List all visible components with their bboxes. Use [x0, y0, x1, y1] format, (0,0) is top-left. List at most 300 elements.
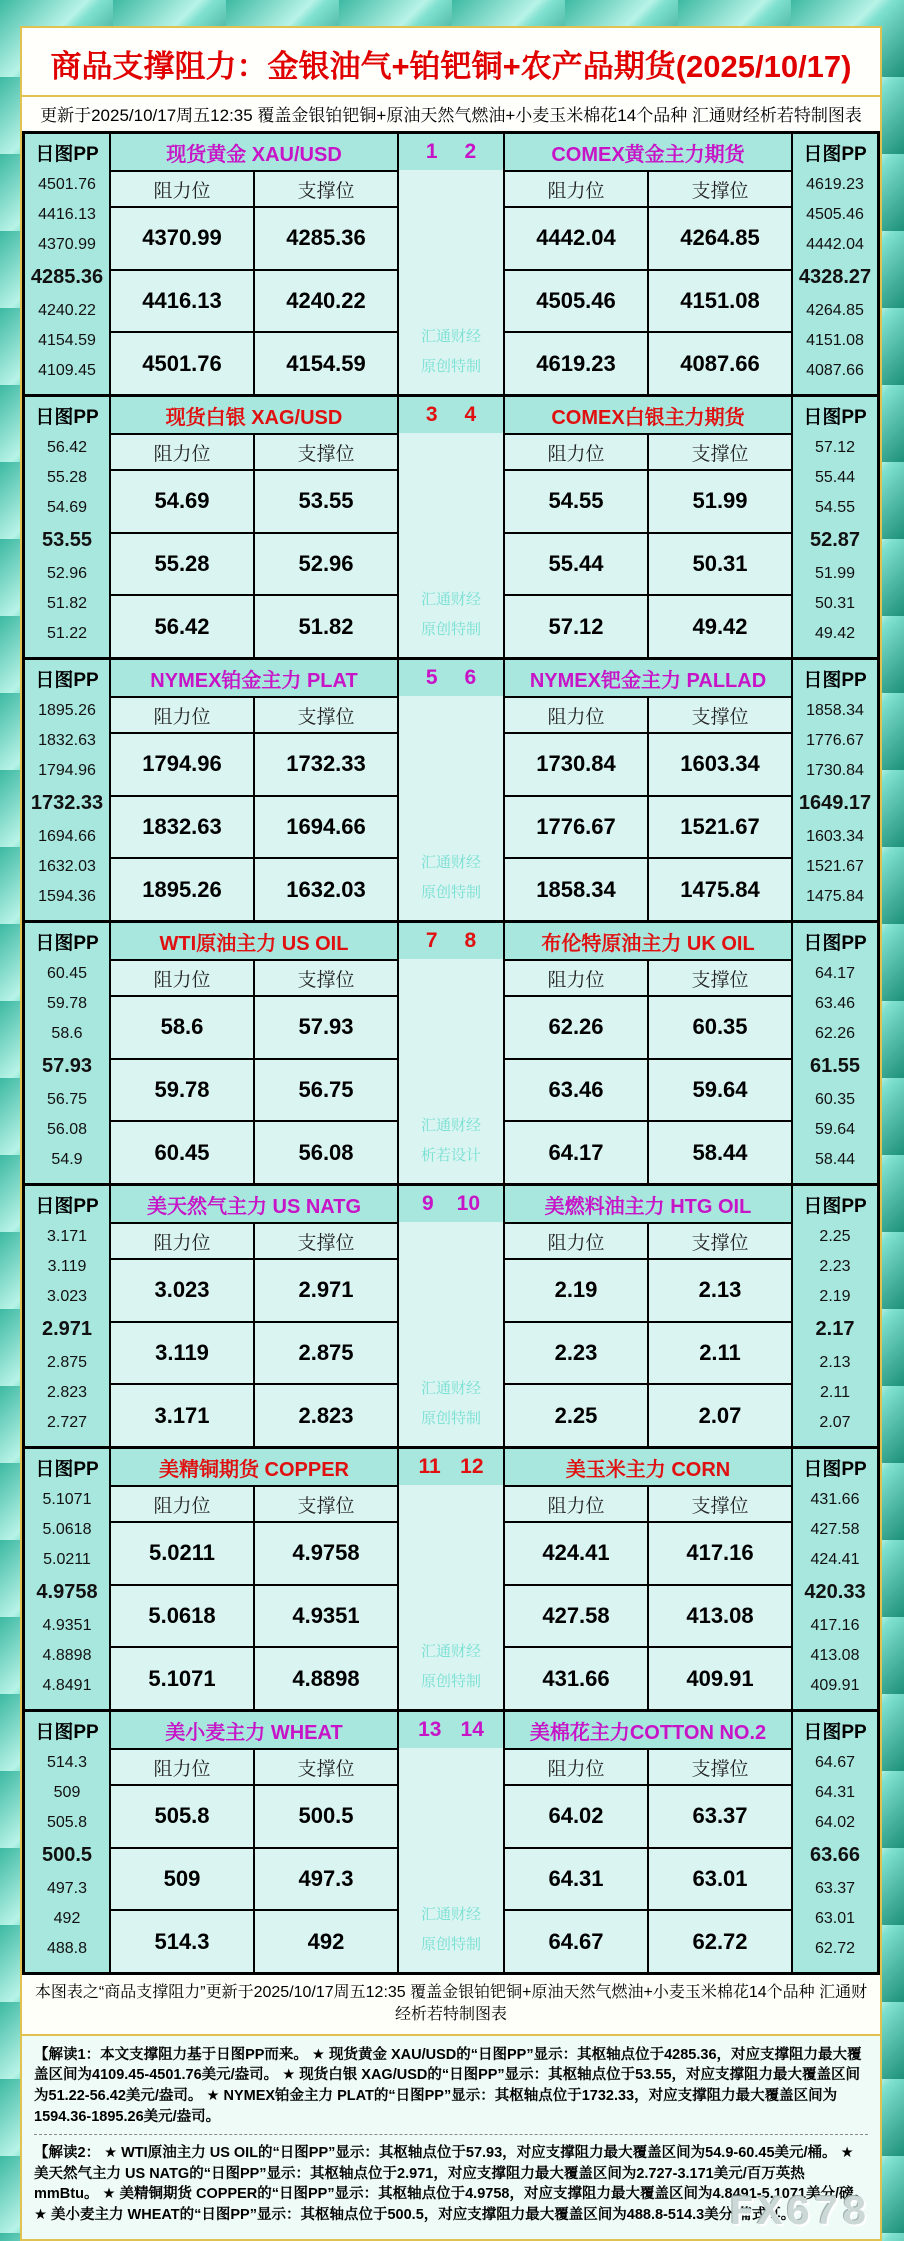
- pp-value: 4505.46: [806, 206, 864, 224]
- left-table: [109, 1186, 399, 1446]
- pp-header: 日图PP: [803, 143, 867, 165]
- resistance-support-row: [111, 208, 397, 269]
- pp-values: [25, 696, 109, 920]
- level-value: 64.31: [505, 1849, 647, 1910]
- left-subheader: [111, 1224, 397, 1260]
- resistance-header: 阻力位: [111, 961, 253, 995]
- pp-value: 50.31: [814, 594, 856, 612]
- resistance-support-row: [505, 734, 791, 795]
- watermark-line: 汇通财经: [420, 1380, 481, 1397]
- pp-value: 55.44: [814, 469, 856, 487]
- middle-column: [399, 397, 503, 657]
- pp-value: 61.55: [809, 1055, 861, 1078]
- resistance-header: 阻力位: [111, 698, 253, 732]
- pp-value: 1895.26: [38, 702, 96, 720]
- support-header: 支撑位: [647, 1487, 791, 1521]
- pp-value: 54.9: [51, 1150, 83, 1168]
- resistance-support-row: [111, 857, 397, 920]
- resistance-support-row: [505, 594, 791, 657]
- block-number: 10: [456, 1192, 481, 1215]
- resistance-support-row: [505, 795, 791, 858]
- level-value: 62.26: [505, 997, 647, 1058]
- level-value: 63.37: [647, 1786, 791, 1847]
- pp-value: 3.023: [46, 1288, 88, 1306]
- resistance-support-row: [505, 1584, 791, 1647]
- level-value: 4.8898: [253, 1648, 397, 1709]
- left-commodity-name: NYMEX铂金主力 PLAT: [111, 660, 397, 698]
- commodity-block: [25, 920, 877, 1183]
- middle-column: [399, 134, 503, 394]
- block-number: 11: [418, 1455, 441, 1478]
- pp-column-left: [25, 397, 109, 657]
- pp-value: 60.45: [46, 965, 88, 983]
- middle-column: [399, 660, 503, 920]
- pp-column-right: [793, 1449, 877, 1709]
- pp-column-left: [25, 1712, 109, 1972]
- block-numbers: [399, 397, 503, 433]
- level-value: 60.35: [647, 997, 791, 1058]
- level-value: 2.13: [647, 1260, 791, 1321]
- pp-value: 4416.13: [38, 206, 96, 224]
- level-value: 55.28: [111, 534, 253, 595]
- pp-value: 51.99: [814, 564, 856, 582]
- pp-header: 日图PP: [803, 1721, 867, 1743]
- level-value: 3.119: [111, 1323, 253, 1384]
- level-value: 413.08: [647, 1586, 791, 1647]
- pp-value: 64.31: [814, 1784, 856, 1802]
- pp-header: 日图PP: [35, 932, 99, 954]
- resistance-support-row: [505, 1909, 791, 1972]
- watermark-line: 汇通财经: [420, 854, 481, 871]
- pp-column-left: [25, 660, 109, 920]
- resistance-header: 阻力位: [111, 1224, 253, 1258]
- right-commodity-name: NYMEX钯金主力 PALLAD: [505, 660, 791, 698]
- resistance-header: 阻力位: [111, 1750, 253, 1784]
- level-value: 1832.63: [111, 797, 253, 858]
- level-value: 1475.84: [647, 859, 791, 920]
- level-value: 1730.84: [505, 734, 647, 795]
- middle-column: [399, 1186, 503, 1446]
- level-value: 1521.67: [647, 797, 791, 858]
- left-commodity-name: 美小麦主力 WHEAT: [111, 1712, 397, 1750]
- level-value: 4.9758: [253, 1523, 397, 1584]
- pp-value: 2.19: [819, 1288, 851, 1306]
- left-table: [109, 134, 399, 394]
- pp-column-left: [25, 134, 109, 394]
- pp-column-left: [25, 1449, 109, 1709]
- note-2: 【解读2： ★ WTI原油主力 US OIL的“日图PP”显示：其枢轴点位于57.93，对应支撑阻力最大覆盖区间为54.9-60.45美元/桶。 ★ 美天然气主力 US NATG的“日图PP”显示：其枢轴点位于2.971，对应支撑阻力最大覆盖区间为2.727-3.171美元/百万英热mmBtu。 ★ 美精铜期货 COPPER的“日图PP”显示：其枢轴点位于4.9758，对应支撑阻力最大覆盖区间为4.8491-5.1071美分/磅。 ★ 美小麦主力 WHEAT的“日图PP”显示：其枢轴点位于500.5，对应支撑阻力最大覆盖区间为488.8-514.3美分/蒲式耳。: [34, 2134, 868, 2225]
- right-table: [503, 1186, 793, 1446]
- block-number: 7: [425, 929, 438, 952]
- resistance-support-row: [111, 997, 397, 1058]
- level-value: 1794.96: [111, 734, 253, 795]
- left-table: [109, 923, 399, 1183]
- page-title: 商品支撑阻力：金银油气+铂钯铜+农产品期货(2025/10/17): [22, 28, 880, 97]
- level-value: 4087.66: [647, 333, 791, 394]
- right-commodity-name: COMEX黄金主力期货: [505, 134, 791, 172]
- resistance-support-row: [111, 1120, 397, 1183]
- pp-value: 2.07: [819, 1413, 851, 1431]
- level-value: 62.72: [647, 1911, 791, 1972]
- resistance-header: 阻力位: [505, 1224, 647, 1258]
- level-value: 63.46: [505, 1060, 647, 1121]
- pp-value: 62.26: [814, 1025, 856, 1043]
- pp-value: 60.35: [814, 1090, 856, 1108]
- pp-values: [25, 433, 109, 657]
- pp-value: 1475.84: [806, 887, 864, 905]
- pp-value: 492: [53, 1909, 81, 1927]
- left-commodity-name: 美天然气主力 US NATG: [111, 1186, 397, 1224]
- pp-values: [793, 170, 877, 394]
- pp-value: 4501.76: [38, 176, 96, 194]
- support-header: 支撑位: [647, 435, 791, 469]
- middle-spacer: [399, 1222, 503, 1374]
- left-subheader: [111, 172, 397, 208]
- level-value: 2.823: [253, 1385, 397, 1446]
- right-subheader: [505, 1750, 791, 1786]
- pp-value: 58.6: [51, 1025, 83, 1043]
- right-subheader: [505, 1224, 791, 1260]
- commodity-block: [25, 1446, 877, 1709]
- pp-header: 日图PP: [803, 669, 867, 691]
- pp-value: 51.82: [46, 594, 88, 612]
- pp-value: 2.17: [815, 1318, 855, 1341]
- pp-header: 日图PP: [35, 406, 99, 428]
- pp-value: 1521.67: [806, 857, 864, 875]
- pp-value: 49.42: [814, 624, 856, 642]
- level-value: 54.69: [111, 471, 253, 532]
- watermark-line: 原创特制: [420, 1410, 481, 1427]
- level-value: 4501.76: [111, 333, 253, 394]
- watermark-line: 汇通财经: [420, 1117, 481, 1134]
- pp-value: 54.55: [814, 499, 856, 517]
- level-value: 497.3: [253, 1849, 397, 1910]
- level-value: 53.55: [253, 471, 397, 532]
- pp-value: 1594.36: [38, 887, 96, 905]
- resistance-support-row: [505, 269, 791, 332]
- pp-value: 56.42: [46, 439, 88, 457]
- pp-value: 57.93: [41, 1055, 93, 1078]
- support-header: 支撑位: [253, 1750, 397, 1784]
- resistance-support-row: [111, 594, 397, 657]
- pp-value: 427.58: [810, 1521, 860, 1539]
- support-header: 支撑位: [253, 1487, 397, 1521]
- resistance-support-row: [505, 857, 791, 920]
- resistance-header: 阻力位: [111, 435, 253, 469]
- pp-value: 514.3: [46, 1754, 88, 1772]
- level-value: 409.91: [647, 1648, 791, 1709]
- level-value: 3.171: [111, 1385, 253, 1446]
- resistance-header: 阻力位: [505, 1487, 647, 1521]
- level-value: 2.971: [253, 1260, 397, 1321]
- left-subheader: [111, 1750, 397, 1786]
- left-subheader: [111, 961, 397, 997]
- level-value: 56.42: [111, 596, 253, 657]
- pp-value: 2.25: [819, 1228, 851, 1246]
- level-value: 509: [111, 1849, 253, 1910]
- level-value: 64.17: [505, 1122, 647, 1183]
- pp-value: 3.119: [47, 1258, 87, 1276]
- right-commodity-name: 美燃料油主力 HTG OIL: [505, 1186, 791, 1224]
- pp-value: 3.171: [46, 1228, 88, 1246]
- pp-values: [25, 1222, 109, 1446]
- interpretation-notes: [22, 2036, 880, 2240]
- resistance-support-row: [111, 1786, 397, 1847]
- commodity-block: [25, 657, 877, 920]
- pp-value: 56.08: [46, 1120, 88, 1138]
- right-table: [503, 660, 793, 920]
- pp-header: 日图PP: [35, 669, 99, 691]
- footer-note: 本图表之“商品支撑阻力”更新于2025/10/17周五12:35 覆盖金银铂钯铜+原油天然气燃油+小麦玉米棉花14个品种 汇通财经析若特制图表: [22, 1975, 880, 2036]
- pp-values: [793, 433, 877, 657]
- level-value: 51.82: [253, 596, 397, 657]
- pp-header: 日图PP: [35, 1195, 99, 1217]
- level-value: 64.67: [505, 1911, 647, 1972]
- pp-value: 4154.59: [38, 331, 96, 349]
- pp-value: 4151.08: [806, 331, 864, 349]
- block-number: 9: [421, 1192, 434, 1215]
- pp-value: 51.22: [46, 624, 88, 642]
- pp-value: 1632.03: [38, 857, 96, 875]
- pp-value: 1694.66: [38, 827, 96, 845]
- pp-value: 2.13: [819, 1353, 851, 1371]
- watermark-line: 原创特制: [420, 358, 481, 375]
- right-subheader: [505, 698, 791, 734]
- right-commodity-name: 美玉米主力 CORN: [505, 1449, 791, 1487]
- resistance-support-row: [111, 1646, 397, 1709]
- pp-column-left: [25, 1186, 109, 1446]
- level-value: 49.42: [647, 596, 791, 657]
- resistance-support-row: [111, 1058, 397, 1121]
- level-value: 5.0211: [111, 1523, 253, 1584]
- level-value: 4416.13: [111, 271, 253, 332]
- pp-value: 431.66: [810, 1491, 860, 1509]
- right-subheader: [505, 1487, 791, 1523]
- level-value: 4151.08: [647, 271, 791, 332]
- level-value: 1603.34: [647, 734, 791, 795]
- left-commodity-name: 现货白银 XAG/USD: [111, 397, 397, 435]
- support-header: 支撑位: [253, 698, 397, 732]
- middle-spacer: [399, 696, 503, 848]
- pp-value: 409.91: [810, 1676, 860, 1694]
- level-value: 1895.26: [111, 859, 253, 920]
- pp-value: 4.9351: [42, 1616, 92, 1634]
- pp-value: 59.78: [46, 995, 88, 1013]
- pp-value: 4442.04: [806, 236, 864, 254]
- pp-column-right: [793, 134, 877, 394]
- level-value: 424.41: [505, 1523, 647, 1584]
- level-value: 51.99: [647, 471, 791, 532]
- commodity-block: [25, 1709, 877, 1972]
- level-value: 427.58: [505, 1586, 647, 1647]
- level-value: 1776.67: [505, 797, 647, 858]
- pp-value: 4240.22: [38, 301, 96, 319]
- watermark-line: 汇通财经: [420, 1643, 481, 1660]
- pp-value: 488.8: [46, 1939, 88, 1957]
- resistance-support-row: [505, 532, 791, 595]
- resistance-header: 阻力位: [505, 1750, 647, 1784]
- block-numbers: [399, 1712, 503, 1748]
- level-value: 2.11: [647, 1323, 791, 1384]
- level-value: 63.01: [647, 1849, 791, 1910]
- support-header: 支撑位: [253, 435, 397, 469]
- level-value: 1732.33: [253, 734, 397, 795]
- pp-value: 417.16: [810, 1616, 860, 1634]
- resistance-support-row: [505, 471, 791, 532]
- pp-column-right: [793, 923, 877, 1183]
- pp-value: 1730.84: [806, 762, 864, 780]
- pp-value: 497.3: [46, 1879, 88, 1897]
- pp-values: [793, 696, 877, 920]
- level-value: 59.64: [647, 1060, 791, 1121]
- level-value: 1632.03: [253, 859, 397, 920]
- pp-value: 505.8: [46, 1814, 88, 1832]
- pp-value: 64.17: [814, 965, 856, 983]
- resistance-header: 阻力位: [111, 1487, 253, 1521]
- resistance-support-row: [505, 1260, 791, 1321]
- resistance-support-row: [505, 997, 791, 1058]
- level-value: 4505.46: [505, 271, 647, 332]
- pp-value: 2.11: [820, 1383, 850, 1401]
- watermark-line: 原创特制: [420, 1936, 481, 1953]
- middle-spacer: [399, 170, 503, 322]
- watermark-line: 原创特制: [420, 1673, 481, 1690]
- pp-value: 1794.96: [38, 762, 96, 780]
- level-value: 431.66: [505, 1648, 647, 1709]
- level-value: 4370.99: [111, 208, 253, 269]
- resistance-support-row: [505, 331, 791, 394]
- block-number: 2: [464, 140, 477, 163]
- level-value: 57.12: [505, 596, 647, 657]
- pp-value: 52.87: [809, 529, 861, 552]
- block-number: 14: [460, 1718, 484, 1741]
- resistance-header: 阻力位: [111, 172, 253, 206]
- commodity-block: [25, 1183, 877, 1446]
- resistance-support-row: [111, 1260, 397, 1321]
- block-number: 5: [425, 666, 438, 689]
- pp-value: 4264.85: [806, 301, 864, 319]
- level-value: 4285.36: [253, 208, 397, 269]
- resistance-support-row: [505, 1321, 791, 1384]
- block-number: 6: [464, 666, 477, 689]
- fx678-watermark: FX678: [728, 2189, 870, 2238]
- level-value: 56.75: [253, 1060, 397, 1121]
- right-table: [503, 1449, 793, 1709]
- level-value: 4442.04: [505, 208, 647, 269]
- right-table: [503, 397, 793, 657]
- pp-header: 日图PP: [803, 932, 867, 954]
- pp-values: [25, 959, 109, 1183]
- block-number: 13: [418, 1718, 442, 1741]
- level-value: 492: [253, 1911, 397, 1972]
- resistance-header: 阻力位: [505, 172, 647, 206]
- level-value: 55.44: [505, 534, 647, 595]
- pp-value: 59.64: [814, 1120, 856, 1138]
- pp-column-right: [793, 660, 877, 920]
- pp-header: 日图PP: [803, 1195, 867, 1217]
- support-header: 支撑位: [647, 961, 791, 995]
- commodity-block: [25, 394, 877, 657]
- left-table: [109, 660, 399, 920]
- level-value: 5.1071: [111, 1648, 253, 1709]
- block-number: 12: [460, 1455, 484, 1478]
- pp-values: [793, 959, 877, 1183]
- level-value: 50.31: [647, 534, 791, 595]
- level-value: 4240.22: [253, 271, 397, 332]
- pp-value: 63.01: [814, 1909, 856, 1927]
- watermark-text: [399, 1111, 503, 1183]
- middle-column: [399, 1449, 503, 1709]
- middle-spacer: [399, 433, 503, 585]
- pp-value: 4285.36: [30, 266, 104, 289]
- watermark-line: 汇通财经: [420, 1906, 481, 1923]
- watermark-text: [399, 1637, 503, 1709]
- level-value: 4619.23: [505, 333, 647, 394]
- middle-spacer: [399, 959, 503, 1111]
- level-value: 64.02: [505, 1786, 647, 1847]
- level-value: 2.23: [505, 1323, 647, 1384]
- right-subheader: [505, 961, 791, 997]
- pp-value: 2.727: [46, 1413, 88, 1431]
- left-subheader: [111, 1487, 397, 1523]
- left-table: [109, 1449, 399, 1709]
- pp-value: 4.8898: [42, 1646, 92, 1664]
- level-value: 3.023: [111, 1260, 253, 1321]
- watermark-line: 汇通财经: [420, 328, 481, 345]
- pp-value: 53.55: [41, 529, 93, 552]
- block-numbers: [399, 923, 503, 959]
- pp-value: 1649.17: [798, 792, 872, 815]
- level-value: 54.55: [505, 471, 647, 532]
- pp-value: 5.0211: [43, 1551, 91, 1569]
- left-commodity-name: 美精铜期货 COPPER: [111, 1449, 397, 1487]
- middle-spacer: [399, 1485, 503, 1637]
- pp-value: 4087.66: [806, 361, 864, 379]
- resistance-support-row: [111, 1523, 397, 1584]
- level-value: 5.0618: [111, 1586, 253, 1647]
- pp-value: 2.875: [46, 1353, 88, 1371]
- level-value: 1858.34: [505, 859, 647, 920]
- resistance-header: 阻力位: [505, 435, 647, 469]
- level-value: 500.5: [253, 1786, 397, 1847]
- resistance-support-row: [505, 1058, 791, 1121]
- pp-value: 52.96: [46, 564, 88, 582]
- pp-value: 1858.34: [806, 702, 864, 720]
- watermark-text: [399, 1900, 503, 1972]
- note-1: 【解读1：本文支撑阻力基于日图PP而来。 ★ 现货黄金 XAU/USD的“日图PP”显示：其枢轴点位于4285.36，对应支撑阻力最大覆盖区间为4109.45-4501.76美元/盎司。 ★ 现货白银 XAG/USD的“日图PP”显示：其枢轴点位于53.55，对应支撑阻力最大覆盖区间为51.22-56.42美元/盎司。 ★ NYMEX铂金主力 PLAT的“日图PP”显示：其枢轴点位于1732.33，对应支撑阻力最大覆盖区间为1594.36-1895.26美元/盎司。: [34, 2046, 862, 2125]
- support-header: 支撑位: [647, 172, 791, 206]
- middle-column: [399, 1712, 503, 1972]
- watermark-text: [399, 1374, 503, 1446]
- pp-value: 4.9758: [36, 1581, 98, 1604]
- pp-value: 2.971: [41, 1318, 93, 1341]
- watermark-line: 析若设计: [420, 1147, 481, 1164]
- support-header: 支撑位: [647, 1750, 791, 1784]
- pp-value: 58.44: [814, 1150, 856, 1168]
- support-header: 支撑位: [253, 172, 397, 206]
- pp-value: 500.5: [41, 1844, 93, 1867]
- level-value: 56.08: [253, 1122, 397, 1183]
- right-subheader: [505, 435, 791, 471]
- right-subheader: [505, 172, 791, 208]
- pp-value: 5.1071: [42, 1491, 92, 1509]
- left-subheader: [111, 435, 397, 471]
- pp-value: 413.08: [810, 1646, 860, 1664]
- pp-value: 62.72: [814, 1939, 856, 1957]
- right-table: [503, 923, 793, 1183]
- pp-header: 日图PP: [803, 406, 867, 428]
- pp-header: 日图PP: [35, 1721, 99, 1743]
